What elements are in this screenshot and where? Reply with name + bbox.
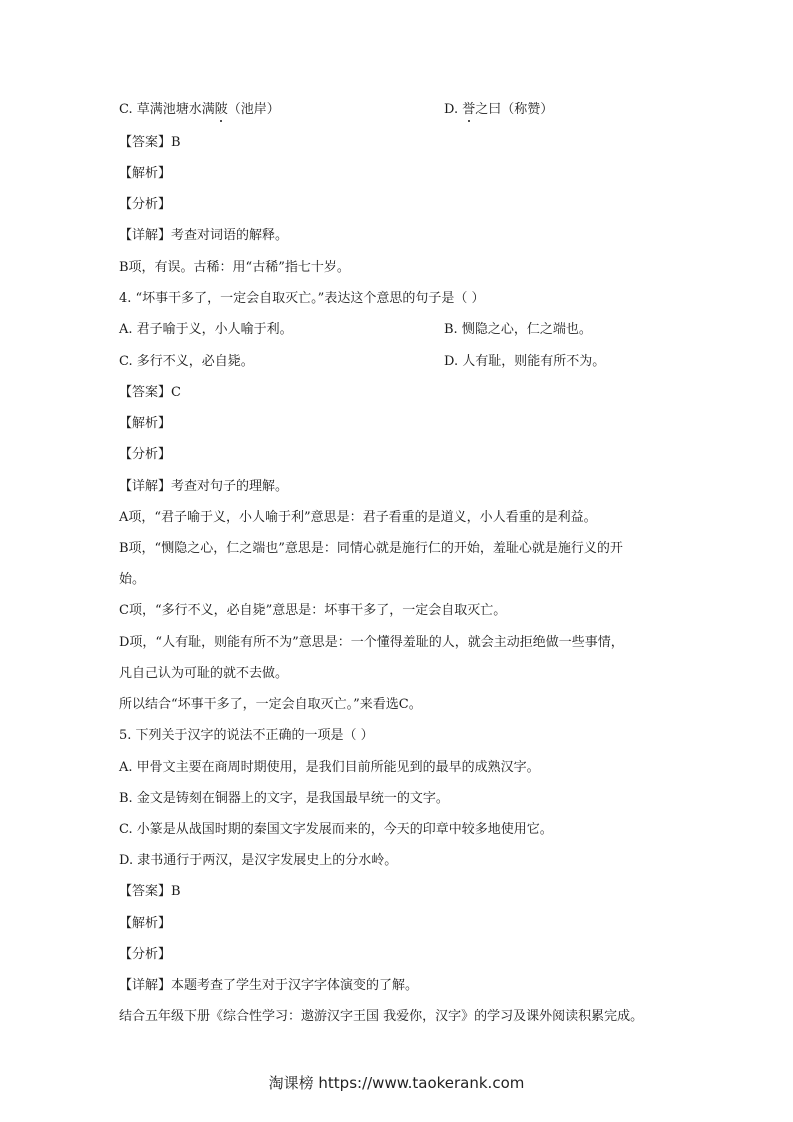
q4-jiexi: 【解析】 xyxy=(119,416,172,431)
q5-answer: 【答案】B xyxy=(119,884,181,899)
q3-option-d-pre: D. xyxy=(444,102,463,117)
q5-jiexi: 【解析】 xyxy=(119,916,172,931)
footer-watermark: 淘课榜 https://www.taokerank.com xyxy=(268,1074,525,1092)
q4-conclusion: 所以结合“坏事干多了，一定会自取灭亡。”来看选C。 xyxy=(119,697,422,712)
q3-option-d-post: 之曰（称赞） xyxy=(475,102,554,117)
q4-question: 4. “坏事干多了，一定会自取灭亡。”表达这个意思的句子是（ ） xyxy=(119,291,485,306)
q5-last: 结合五年级下册《综合性学习：遨游汉字王国 我爱你，汉字》的学习及课外阅读积累完成。 xyxy=(119,1009,644,1024)
q3-jiexi: 【解析】 xyxy=(119,166,172,181)
q5-detail: 【详解】本题考查了学生对于汉字字体演变的了解。 xyxy=(119,978,419,993)
q3-option-c-post: （池岸） xyxy=(227,102,280,117)
q4-line-b1: B项，“恻隐之心，仁之端也”意思是：同情心就是施行仁的开始，羞耻心就是施行义的开 xyxy=(119,541,623,556)
q3-option-c xyxy=(119,102,280,118)
q4-line-b2: 始。 xyxy=(119,572,146,587)
q4-option-b: B. 恻隐之心，仁之端也。 xyxy=(444,322,592,337)
q3-option-d xyxy=(444,102,553,118)
q4-answer: 【答案】C xyxy=(119,385,181,400)
q3-answer: 【答案】B xyxy=(119,135,181,150)
q3-option-d-dotted: 誉 xyxy=(462,102,476,117)
q4-line-a: A项，“君子喻于义，小人喻于利”意思是：君子看重的是道义，小人看重的是利益。 xyxy=(119,510,597,525)
q4-option-c: C. 多行不义，必自毙。 xyxy=(119,354,254,369)
q4-line-c: C项，“多行不义，必自毙”意思是：坏事干多了，一定会自取灭亡。 xyxy=(119,603,507,618)
q4-option-d: D. 人有耻，则能有所不为。 xyxy=(444,354,606,369)
q3-detail: 【详解】考查对词语的解释。 xyxy=(119,228,289,243)
q3-explain: B项，有误。古稀：用“古稀”指七十岁。 xyxy=(119,260,350,275)
q3-option-c-dotted: 陂 xyxy=(214,102,228,117)
q3-fenxi: 【分析】 xyxy=(119,197,172,212)
q3-option-c-pre: C. 草满池塘水满 xyxy=(119,102,215,117)
q5-fenxi: 【分析】 xyxy=(119,947,172,962)
q4-option-a: A. 君子喻于义，小人喻于利。 xyxy=(119,322,293,337)
q5-option-d: D. 隶书通行于两汉，是汉字发展史上的分水岭。 xyxy=(119,853,398,868)
q5-option-b: B. 金文是铸刻在铜器上的文字，是我国最早统一的文字。 xyxy=(119,791,449,806)
q5-option-c: C. 小篆是从战国时期的秦国文字发展而来的，今天的印章中较多地使用它。 xyxy=(119,822,553,837)
q5-question: 5. 下列关于汉字的说法不正确的一项是（ ） xyxy=(119,728,374,743)
q4-detail: 【详解】考查对句子的理解。 xyxy=(119,479,289,494)
q5-option-a: A. 甲骨文主要在商周时期使用，是我们目前所能见到的最早的成熟汉字。 xyxy=(119,760,540,775)
q4-line-d2: 凡自己认为可耻的就不去做。 xyxy=(119,666,289,681)
q4-line-d1: D项，“人有耻，则能有所不为”意思是：一个懂得羞耻的人，就会主动拒绝做一些事情， xyxy=(119,635,624,650)
q4-fenxi: 【分析】 xyxy=(119,447,172,462)
